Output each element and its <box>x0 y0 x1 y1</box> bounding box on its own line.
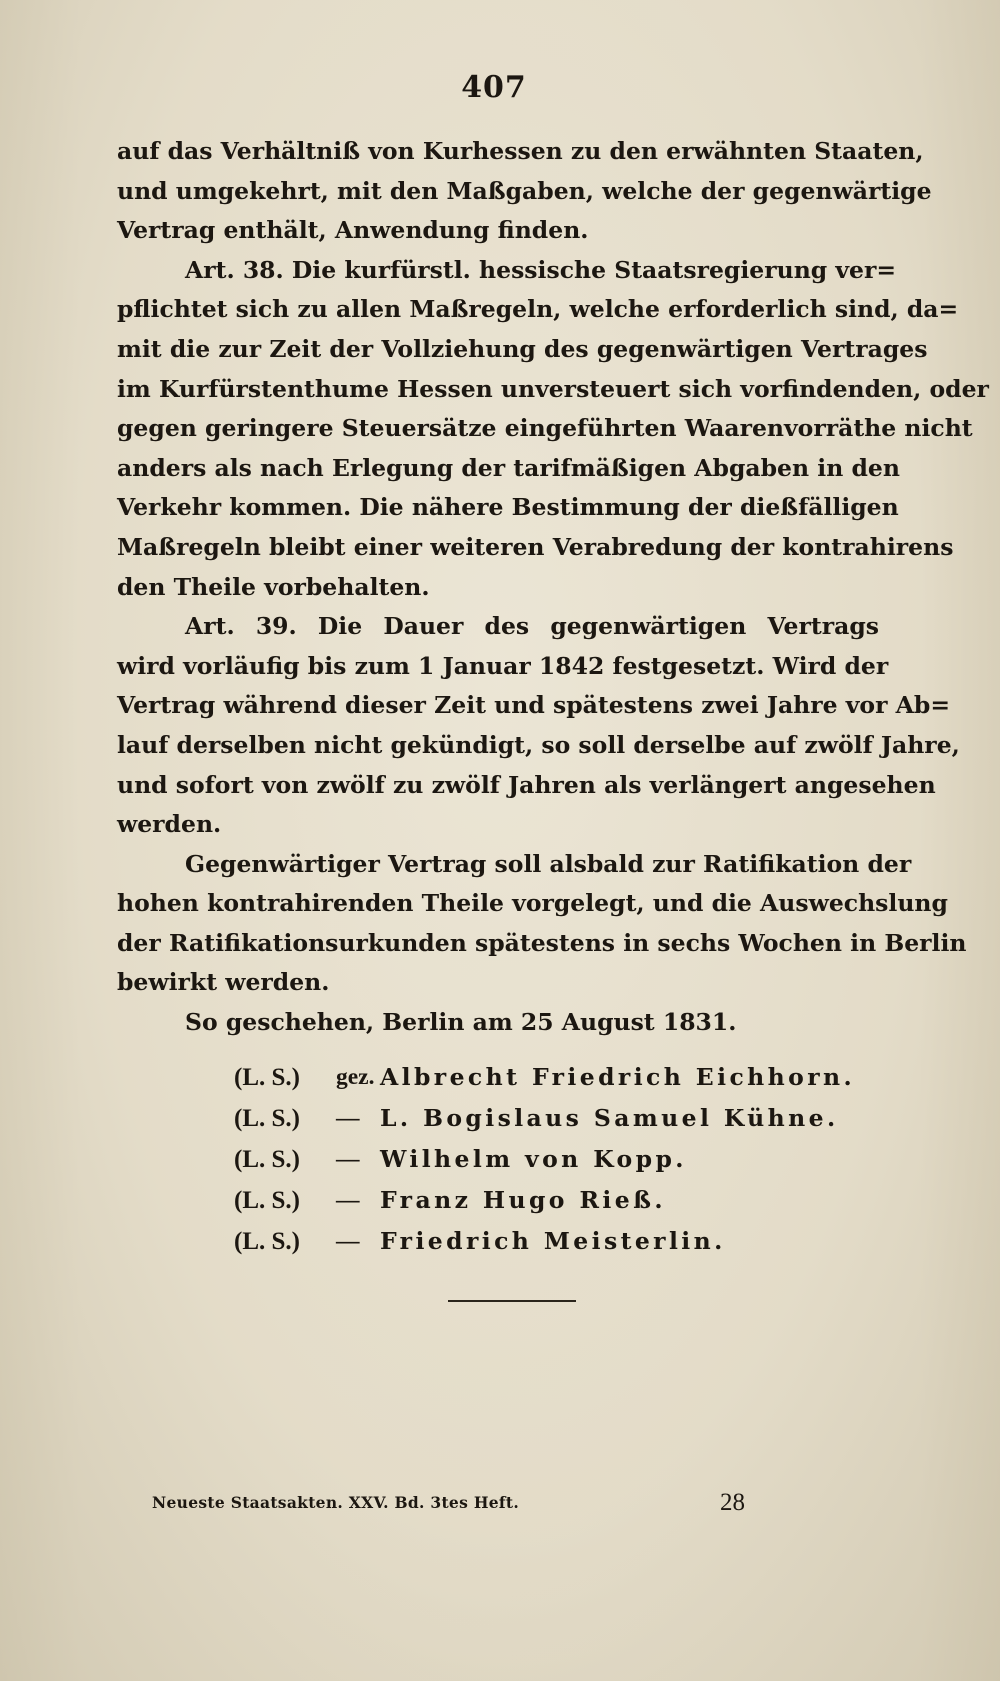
signatory-name: Friedrich Meisterlin. <box>380 1227 726 1255</box>
footer-sheet-number: 28 <box>720 1489 745 1516</box>
text-line: Art. 39. Die Dauer des gegenwärtigen Vertrags <box>185 612 879 641</box>
text-line: Verkehr kommen. Die nähere Bestimmung der dießfälligen <box>117 493 899 522</box>
paragraph-date-place <box>117 1003 879 1043</box>
seal-mark: (L. S.) <box>234 1228 300 1255</box>
text-line: hohen kontrahirenden Theile vorgelegt, und die Auswechslung <box>117 889 948 918</box>
text-line: anders als nach Erlegung der tarifmäßigen Abgaben in den <box>117 453 900 482</box>
signatory-name: Wilhelm von Kopp. <box>380 1145 687 1173</box>
text-line: im Kurfürstenthume Hessen unversteuert sich vorfindenden, oder <box>117 374 989 403</box>
text-line: Vertrag enthält, Anwendung finden. <box>117 216 589 245</box>
signature-prefix: — <box>336 1146 360 1172</box>
signature-row <box>234 1057 855 1098</box>
signature-prefix: — <box>336 1105 360 1131</box>
paragraph <box>117 132 932 251</box>
text-line: Gegenwärtiger Vertrag soll alsbald zur Ratifikation der <box>185 849 912 878</box>
text-line: bewirkt werden. <box>117 968 330 997</box>
page-number: 407 <box>461 70 527 105</box>
signatory-name: L. Bogislaus Samuel Kühne. <box>380 1104 839 1132</box>
text-line: Maßregeln bleibt einer weiteren Verabredung der kontrahirens <box>117 532 954 561</box>
signature-prefix: gez. <box>336 1064 375 1090</box>
signature-row <box>234 1221 855 1262</box>
section-divider-rule <box>448 1300 576 1302</box>
text-line: Vertrag während dieser Zeit und spätestens zwei Jahre vor Ab= <box>117 691 951 720</box>
signature-block <box>234 1057 855 1262</box>
text-line: und sofort von zwölf zu zwölf Jahren als verlängert angesehen <box>117 770 936 799</box>
signature-row <box>234 1180 855 1221</box>
text-line: werden. <box>117 810 222 839</box>
paragraph-ratification <box>117 845 967 1003</box>
seal-mark: (L. S.) <box>234 1105 300 1132</box>
signatory-name: Franz Hugo Rieß. <box>380 1186 666 1214</box>
signature-row <box>234 1139 855 1180</box>
text-line: pflichtet sich zu allen Maßregeln, welche erforderlich sind, da= <box>117 295 959 324</box>
document-body <box>117 132 989 1043</box>
text-line: wird vorläufig bis zum 1 Januar 1842 festgesetzt. Wird der <box>117 651 889 680</box>
text-line: und umgekehrt, mit den Maßgaben, welche der gegenwärtige <box>117 176 932 205</box>
text-line: gegen geringere Steuersätze eingeführten Waarenvorräthe nicht <box>117 414 973 443</box>
text-line: So geschehen, Berlin am 25 August 1831. <box>185 1008 737 1037</box>
text-line: lauf derselben nicht gekündigt, so soll derselbe auf zwölf Jahre, <box>117 730 960 759</box>
text-line: den Theile vorbehalten. <box>117 572 430 601</box>
paragraph-article-39 <box>117 607 960 845</box>
signatory-name: Albrecht Friedrich Eichhorn. <box>380 1063 856 1091</box>
seal-mark: (L. S.) <box>234 1187 300 1214</box>
text-line: auf das Verhältniß von Kurhessen zu den erwähnten Staaten, <box>117 137 924 165</box>
seal-mark: (L. S.) <box>234 1064 300 1091</box>
signature-prefix: — <box>336 1228 360 1254</box>
signature-prefix: — <box>336 1187 360 1213</box>
seal-mark: (L. S.) <box>234 1146 300 1173</box>
paragraph-article-38 <box>117 251 989 607</box>
signature-row <box>234 1098 855 1139</box>
text-line: mit die zur Zeit der Vollziehung des gegenwärtigen Vertrages <box>117 334 928 363</box>
text-line: Art. 38. Die kurfürstl. hessische Staatsregierung ver= <box>185 255 897 284</box>
text-line: der Ratifikationsurkunden spätestens in sechs Wochen in Berlin <box>117 928 967 957</box>
footer-signature-line: Neueste Staatsakten. XXV. Bd. 3tes Heft. <box>152 1493 520 1512</box>
